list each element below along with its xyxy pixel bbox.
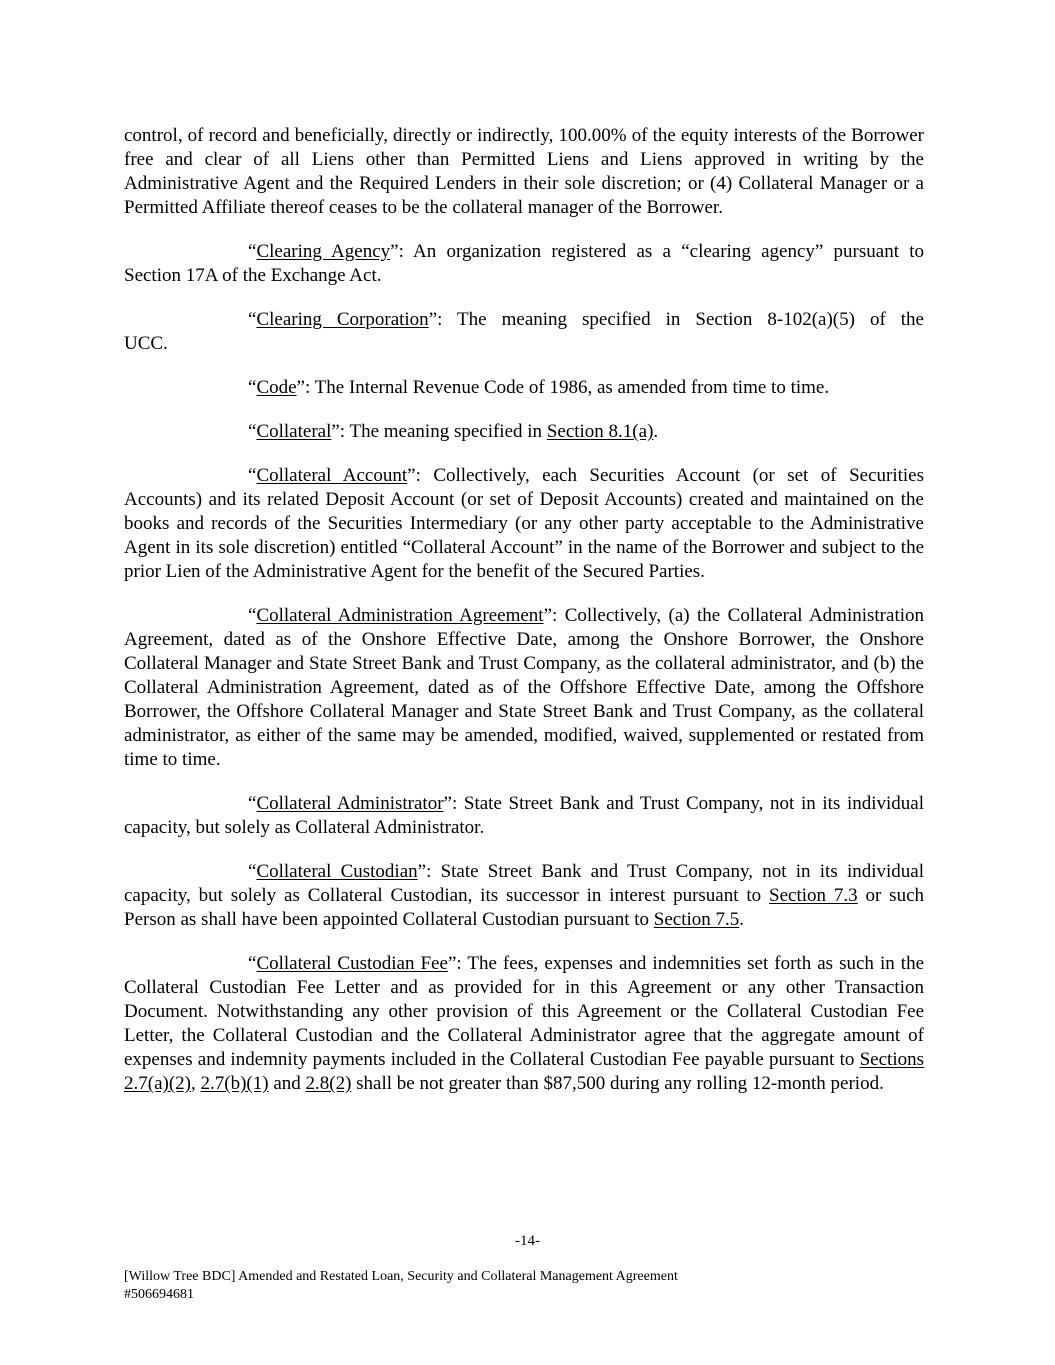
- close-quote: ”: [296, 377, 305, 398]
- defined-term: Collateral Custodian Fee: [256, 953, 448, 974]
- definition-text: : Collectively, (a) the Collateral Administration Agreement, dated as of the Onshore Effective Date, among the Onshore Borrower, the Onshore Collateral Manager and State Street Bank and Trust Company, as the collateral administrator, and (b) the Collateral Administration Agreement, dated as of the Offshore Effective Date, among the Offshore Borrower, the Offshore Collateral Manager and State Street Bank and Trust Company, as the collateral administrator, as either of the same may be amended, modified, waived, supplemented or restated from time to time.: [124, 605, 924, 770]
- open-quote: “: [248, 953, 257, 974]
- definition-text: : The meaning specified in: [339, 421, 547, 442]
- close-quote: ”: [443, 793, 452, 814]
- open-quote: “: [248, 605, 257, 626]
- section-reference-link[interactable]: 2.8(2): [305, 1073, 352, 1094]
- document-footer: [124, 1268, 678, 1304]
- defined-term: Collateral Account: [256, 465, 408, 486]
- close-quote: ”: [390, 241, 399, 262]
- definition-text: : State Street Bank and Trust Company, not in its individual capacity, but solely as Collateral Administrator.: [124, 793, 924, 838]
- definition-clearing-corporation-continuation: UCC.: [124, 333, 168, 354]
- open-quote: “: [248, 465, 257, 486]
- defined-term: Collateral Administrator: [256, 793, 444, 814]
- close-quote: ”: [428, 309, 438, 330]
- definition-collateral-custodian: [124, 860, 924, 932]
- close-quote: ”: [447, 953, 457, 974]
- close-quote: ”: [331, 421, 340, 442]
- definition-clearing-agency: [124, 240, 924, 288]
- page-number: -14-: [515, 1233, 540, 1249]
- close-quote: ”: [543, 605, 552, 626]
- open-quote: “: [248, 377, 257, 398]
- defined-term: Collateral Custodian: [256, 861, 418, 882]
- section-reference-link[interactable]: 2.7(b)(1): [200, 1073, 269, 1094]
- open-quote: “: [248, 793, 257, 814]
- document-page: [124, 124, 924, 1116]
- section-reference-link[interactable]: Section 8.1(a): [546, 421, 654, 442]
- defined-term: Collateral: [256, 421, 332, 442]
- section-reference-link[interactable]: Sections 2.7(a)(2): [124, 1049, 924, 1094]
- section-reference-link[interactable]: Section 7.3: [769, 885, 858, 906]
- definition-text: : An organization registered as a “clearing agency” pursuant to Section 17A of the Exchange Act.: [124, 241, 924, 286]
- intro-paragraph: control, of record and beneficially, directly or indirectly, 100.00% of the equity interests of the Borrower free and clear of all Liens other than Permitted Liens and Liens approved in writing by the Administrative Agent and the Required Lenders in their sole discretion; or (4) Collateral Manager or a Permitted Affiliate thereof ceases to be the collateral manager of the Borrower.: [124, 125, 924, 218]
- definition-code: [124, 376, 924, 400]
- definition-end: .: [739, 909, 745, 930]
- close-quote: ”: [407, 465, 416, 486]
- definition-text: : The fees, expenses and indemnities set forth as such in the Collateral Custodian Fee Letter and as provided for in this Agreement or any other Transaction Document. Notwithstanding any other provision of this Agreement or the Collateral Custodian Fee Letter, the Collateral Custodian and the Collateral Administrator agree that the aggregate amount of expenses and indemnity payments included in the Collateral Custodian Fee payable pursuant to: [124, 953, 925, 1070]
- defined-term: Code: [256, 377, 297, 398]
- definition-collateral-custodian-fee: [124, 952, 924, 1096]
- defined-term: Clearing Agency: [256, 241, 391, 262]
- open-quote: “: [248, 421, 257, 442]
- definition-collateral: [124, 420, 924, 444]
- definition-collateral-administrator: [124, 792, 924, 840]
- definition-text: : State Street Bank and Trust Company, not in its individual capacity, but solely as Collateral Custodian, its successor in interest pursuant to: [124, 861, 924, 906]
- definition-collateral-account: [124, 464, 924, 584]
- definition-text: : The Internal Revenue Code of 1986, as amended from time to time.: [304, 377, 830, 398]
- definition-text: : Collectively, each Securities Account (or set of Securities Accounts) and its related Deposit Account (or set of Deposit Accounts) created and maintained on the books and records of the Securities Intermediary (or any other party acceptable to the Administrative Agent in its sole discretion) entitled “Collateral Account” in the name of the Borrower and subject to the prior Lien of the Administrative Agent for the benefit of the Secured Parties.: [124, 465, 924, 582]
- open-quote: “: [248, 861, 257, 882]
- definition-end: shall be not greater than $87,500 during any rolling 12-month period.: [351, 1073, 884, 1094]
- footer-title: [Willow Tree BDC] Amended and Restated Loan, Security and Collateral Management Agreement: [124, 1269, 678, 1284]
- section-reference-link[interactable]: Section 7.5: [653, 909, 740, 930]
- definition-end: .: [653, 421, 659, 442]
- open-quote: “: [248, 309, 257, 330]
- separator: ,: [191, 1073, 201, 1094]
- defined-term: Clearing Corporation: [256, 309, 429, 330]
- definition-text-mid: or such Person as shall have been appointed Collateral Custodian pursuant to: [124, 885, 924, 930]
- defined-term: Collateral Administration Agreement: [256, 605, 544, 626]
- definition-text: : The meaning specified in Section 8-102(a)(5) of the: [437, 309, 924, 330]
- definition-collateral-administration-agreement: [124, 604, 924, 772]
- close-quote: ”: [417, 861, 427, 882]
- separator: and: [268, 1073, 306, 1094]
- footer-doc-id: #506694681: [124, 1287, 194, 1302]
- open-quote: “: [248, 241, 257, 262]
- definition-clearing-corporation: [124, 308, 924, 332]
